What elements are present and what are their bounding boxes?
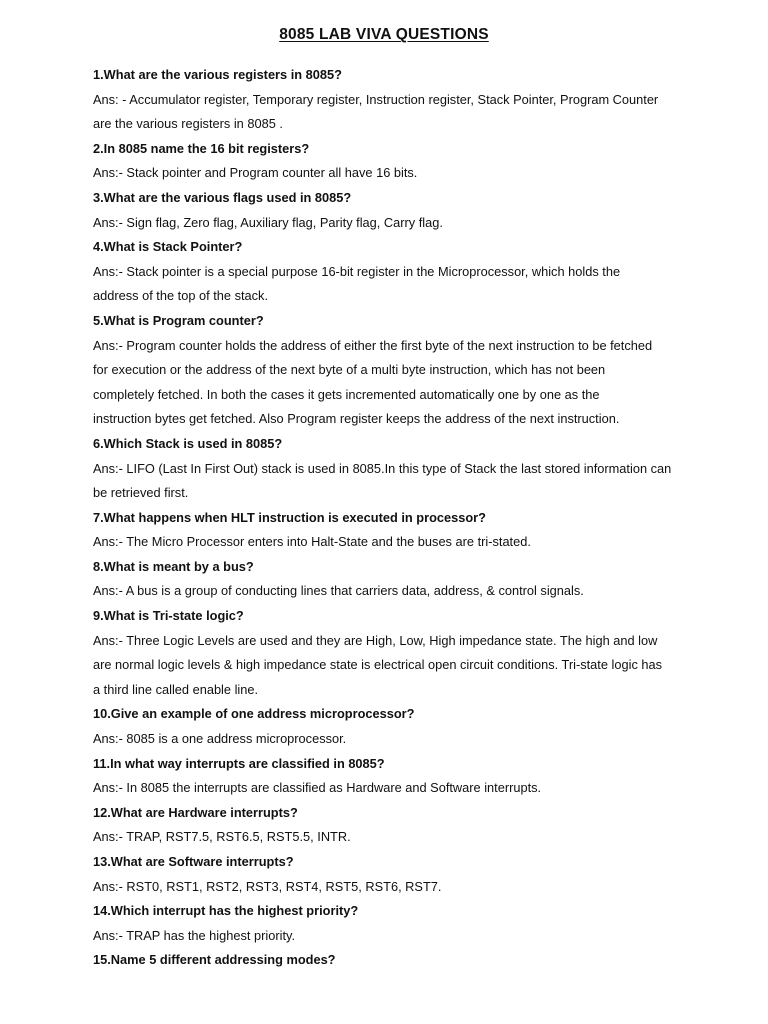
question-line: 1.What are the various registers in 8085? (93, 67, 342, 82)
answer-line: a third line called enable line. (93, 681, 259, 697)
question-line: 5.What is Program counter? (93, 312, 264, 328)
answer-line: Ans:- TRAP has the highest priority. (93, 927, 296, 943)
question-line: 12.What are Hardware interrupts? (93, 804, 298, 820)
answer-line: Ans: - Accumulator register, Temporary register, Instruction register, Stack Pointer, Program Counter (93, 91, 659, 107)
answer-line: Ans:- Three Logic Levels are used and they are High, Low, High impedance state. The high and low (93, 632, 658, 648)
answer-line: Ans:- The Micro Processor enters into Halt-State and the buses are tri-stated. (93, 534, 531, 550)
answer-line: are normal logic levels & high impedance state is electrical open circuit conditions. Tri-state logic has (93, 657, 663, 673)
question-line: 9.What is Tri-state logic? (93, 608, 244, 624)
answer-line: Ans:- Stack pointer and Program counter all have 16 bits. (93, 165, 418, 181)
question-line: 2.In 8085 name the 16 bit registers? (93, 140, 310, 156)
question-line: 7.What happens when HLT instruction is executed in processor? (93, 509, 486, 525)
page-title: 8085 LAB VIVA QUESTIONS (279, 26, 489, 43)
answer-line: instruction bytes get fetched. Also Program register keeps the address of the next instruction. (93, 411, 620, 427)
answer-line: Ans:- A bus is a group of conducting lines that carriers data, address, & control signals. (93, 583, 584, 599)
question-line: 15.Name 5 different addressing modes? (93, 952, 336, 968)
answer-line: Ans:- 8085 is a one address microprocessor. (93, 731, 347, 747)
question-line: 8.What is meant by a bus? (93, 558, 254, 574)
answer-line: be retrieved first. (93, 485, 189, 501)
answer-line: for execution or the address of the next byte of a multi byte instruction, which has not been (93, 362, 606, 378)
answer-line: Ans:- RST0, RST1, RST2, RST3, RST4, RST5, RST6, RST7. (93, 878, 442, 894)
question-line: 11.In what way interrupts are classified in 8085? (93, 755, 385, 771)
answer-line: Ans:- TRAP, RST7.5, RST6.5, RST5.5, INTR. (93, 829, 351, 845)
question-line: 14.Which interrupt has the highest priority? (93, 903, 359, 919)
answer-line: Ans:- Stack pointer is a special purpose 16-bit register in the Microprocessor, which holds the (93, 263, 621, 279)
question-line: 3.What are the various flags used in 8085? (93, 189, 352, 205)
answer-line: completely fetched. In both the cases it gets incremented automatically one by one as the (93, 386, 600, 402)
answer-line: Ans:- Program counter holds the address of either the first byte of the next instruction to be fetched (93, 337, 653, 353)
question-line: 6.Which Stack is used in 8085? (93, 435, 283, 451)
question-line: 10.Give an example of one address microprocessor? (93, 706, 415, 722)
answer-line: Ans:- In 8085 the interrupts are classified as Hardware and Software interrupts. (93, 780, 542, 796)
question-line: 4.What is Stack Pointer? (93, 239, 243, 255)
question-line: 13.What are Software interrupts? (93, 854, 294, 869)
answer-line: are the various registers in 8085 . (93, 116, 283, 132)
qa-list (93, 63, 693, 973)
answer-line: Ans:- LIFO (Last In First Out) stack is used in 8085.In this type of Stack the last stored information can (93, 460, 672, 476)
answer-line: Ans:- Sign flag, Zero flag, Auxiliary flag, Parity flag, Carry flag. (93, 214, 443, 230)
answer-line: address of the top of the stack. (93, 288, 268, 304)
